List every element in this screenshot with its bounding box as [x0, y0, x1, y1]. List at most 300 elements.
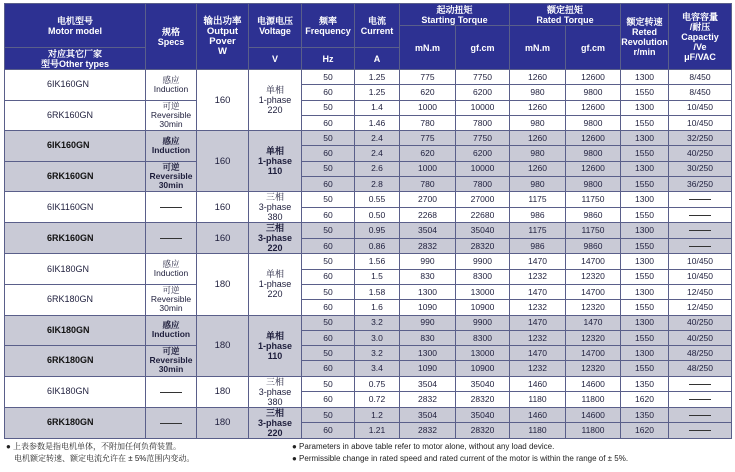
starting-torque-gf-cell: 9900	[456, 254, 510, 269]
starting-torque-gf-cell: 10000	[456, 161, 510, 176]
rated-torque-nm-cell: 1460	[510, 407, 566, 423]
current-cell: 1.58	[355, 284, 400, 299]
speed-cell: 1300	[621, 223, 669, 239]
rated-torque-gf-cell: 14700	[566, 254, 621, 269]
specs-cell: 可逆 Reversible 30min	[146, 100, 197, 131]
header-motor-model-en: Motor model	[48, 25, 102, 36]
dash-mark	[689, 199, 711, 200]
starting-torque-nm-cell: 1300	[400, 346, 456, 361]
header-capacity-text: 电容容量 /耐压 Capactiy /Ve μF/VAC	[681, 11, 719, 62]
header-rated-cn: 额定扭矩	[546, 4, 583, 15]
speed-cell: 1550	[621, 300, 669, 315]
rated-torque-nm-cell: 980	[510, 177, 566, 192]
starting-torque-gf-cell: 8300	[456, 330, 510, 345]
model-cell: 6IK160GN	[5, 131, 146, 162]
current-cell: 1.46	[355, 115, 400, 130]
capacity-cell: 10/450	[669, 269, 732, 284]
current-cell: 2.8	[355, 177, 400, 192]
voltage-cell: 单相 1-phase 110	[249, 315, 302, 376]
voltage-cell: 三相 3-phase 380	[249, 192, 302, 223]
capacity-cell: 10/450	[669, 115, 732, 130]
power-cell: 180	[197, 376, 249, 407]
power-cell: 160	[197, 192, 249, 223]
frequency-cell: 60	[302, 115, 355, 130]
starting-torque-gf-cell: 7800	[456, 177, 510, 192]
current-cell: 0.72	[355, 392, 400, 408]
capacity-cell: 12/450	[669, 284, 732, 299]
rated-torque-nm-cell: 980	[510, 115, 566, 130]
starting-torque-nm-cell: 830	[400, 269, 456, 284]
rated-torque-gf-cell: 11750	[566, 192, 621, 208]
rated-torque-nm-cell: 1470	[510, 346, 566, 361]
starting-torque-nm-cell: 1000	[400, 161, 456, 176]
table-row	[5, 223, 732, 239]
dash-mark	[160, 423, 182, 424]
table-row	[5, 161, 732, 176]
table-row	[5, 192, 732, 208]
capacity-cell: 48/250	[669, 346, 732, 361]
frequency-cell: 60	[302, 269, 355, 284]
capacity-cell: 36/250	[669, 177, 732, 192]
header-motor-model	[5, 4, 146, 48]
rated-torque-nm-cell: 1470	[510, 254, 566, 269]
capacity-cell: 10/450	[669, 100, 732, 115]
starting-torque-gf-cell: 27000	[456, 192, 510, 208]
starting-torque-nm-cell: 620	[400, 146, 456, 161]
specs-cell: 感应 Induction	[146, 315, 197, 346]
starting-torque-nm-cell: 775	[400, 131, 456, 146]
header-unit-start-nm: mN.m	[400, 26, 456, 70]
rated-torque-nm-cell: 1180	[510, 392, 566, 408]
speed-cell: 1550	[621, 361, 669, 376]
rated-torque-nm-cell: 1260	[510, 161, 566, 176]
starting-torque-nm-cell: 1000	[400, 100, 456, 115]
speed-cell: 1300	[621, 346, 669, 361]
starting-torque-nm-cell: 3504	[400, 223, 456, 239]
starting-torque-nm-cell: 990	[400, 315, 456, 330]
table-row	[5, 315, 732, 330]
note-en-1: ● Parameters in above table refer to motor alone, without any load device.	[292, 442, 555, 451]
header-speed-text: 额定转速 Reted Revolution r/min	[621, 16, 668, 57]
current-cell: 2.6	[355, 161, 400, 176]
frequency-cell: 50	[302, 407, 355, 423]
frequency-cell: 50	[302, 100, 355, 115]
model-cell: 6RK180GN	[5, 407, 146, 438]
speed-cell: 1550	[621, 269, 669, 284]
current-cell: 3.0	[355, 330, 400, 345]
speed-cell: 1300	[621, 161, 669, 176]
model-cell: 6RK160GN	[5, 161, 146, 192]
starting-torque-gf-cell: 28320	[456, 392, 510, 408]
starting-torque-nm-cell: 1090	[400, 300, 456, 315]
rated-torque-gf-cell: 14600	[566, 407, 621, 423]
table-row	[5, 407, 732, 423]
starting-torque-nm-cell: 830	[400, 330, 456, 345]
starting-torque-gf-cell: 13000	[456, 346, 510, 361]
capacity-cell	[669, 192, 732, 208]
voltage-cell: 单相 1-phase 110	[249, 131, 302, 192]
capacity-cell	[669, 238, 732, 254]
specs-cell: 感应 Induction	[146, 254, 197, 285]
rated-torque-gf-cell: 9800	[566, 115, 621, 130]
table-row	[5, 346, 732, 361]
rated-torque-nm-cell: 1180	[510, 423, 566, 439]
frequency-cell: 60	[302, 300, 355, 315]
capacity-cell: 48/250	[669, 361, 732, 376]
capacity-cell	[669, 392, 732, 408]
speed-cell: 1550	[621, 177, 669, 192]
current-cell: 3.2	[355, 346, 400, 361]
starting-torque-nm-cell: 990	[400, 254, 456, 269]
starting-torque-gf-cell: 35040	[456, 376, 510, 392]
current-cell: 3.4	[355, 361, 400, 376]
model-cell: 6IK180GN	[5, 254, 146, 285]
frequency-cell: 50	[302, 70, 355, 85]
current-cell: 2.4	[355, 146, 400, 161]
table-row	[5, 100, 732, 115]
starting-torque-gf-cell: 28320	[456, 423, 510, 439]
table-row	[5, 131, 732, 146]
header-unit-rated-nm: mN.m	[510, 26, 566, 70]
rated-torque-nm-cell: 986	[510, 238, 566, 254]
current-cell: 1.21	[355, 423, 400, 439]
header-specs-en: Specs	[157, 36, 185, 47]
starting-torque-nm-cell: 775	[400, 70, 456, 85]
header-starting-torque	[400, 4, 510, 26]
rated-torque-gf-cell: 11800	[566, 423, 621, 439]
speed-cell: 1350	[621, 376, 669, 392]
table-row	[5, 254, 732, 269]
capacity-cell: 32/250	[669, 131, 732, 146]
specs-cell	[146, 223, 197, 254]
rated-torque-gf-cell: 14700	[566, 284, 621, 299]
current-cell: 1.25	[355, 70, 400, 85]
speed-cell: 1300	[621, 284, 669, 299]
speed-cell: 1550	[621, 207, 669, 223]
rated-torque-nm-cell: 1175	[510, 192, 566, 208]
capacity-cell: 40/250	[669, 146, 732, 161]
rated-torque-gf-cell: 12320	[566, 361, 621, 376]
power-cell: 160	[197, 70, 249, 131]
speed-cell: 1550	[621, 330, 669, 345]
starting-torque-gf-cell: 10000	[456, 100, 510, 115]
rated-torque-gf-cell: 1470	[566, 315, 621, 330]
speed-cell: 1550	[621, 85, 669, 100]
notes-english	[292, 441, 628, 465]
current-cell: 0.50	[355, 207, 400, 223]
frequency-cell: 50	[302, 315, 355, 330]
speed-cell: 1620	[621, 423, 669, 439]
header-starting-cn: 起动扭矩	[436, 4, 473, 15]
header-other-types-cn: 对应其它厂家	[47, 48, 102, 59]
rated-torque-gf-cell: 12320	[566, 300, 621, 315]
starting-torque-gf-cell: 35040	[456, 407, 510, 423]
note-cn-1: ● 上表参数是指电机单体，不附加任何负荷装置。	[6, 442, 182, 451]
voltage-cell: 三相 3-phase 380	[249, 376, 302, 407]
rated-torque-nm-cell: 1232	[510, 269, 566, 284]
current-cell: 0.75	[355, 376, 400, 392]
speed-cell: 1550	[621, 238, 669, 254]
current-cell: 0.95	[355, 223, 400, 239]
header-rated-torque	[510, 4, 621, 26]
table-row	[5, 376, 732, 392]
frequency-cell: 60	[302, 238, 355, 254]
rated-torque-gf-cell: 12600	[566, 131, 621, 146]
model-cell: 6RK160GN	[5, 223, 146, 254]
starting-torque-gf-cell: 6200	[456, 146, 510, 161]
speed-cell: 1300	[621, 100, 669, 115]
rated-torque-nm-cell: 1260	[510, 100, 566, 115]
starting-torque-nm-cell: 2832	[400, 238, 456, 254]
header-other-types-en: 型号Other types	[40, 58, 109, 69]
starting-torque-gf-cell: 7750	[456, 131, 510, 146]
header-capacity	[669, 4, 732, 70]
dash-mark	[689, 384, 711, 385]
rated-torque-gf-cell: 12600	[566, 161, 621, 176]
current-cell: 2.4	[355, 131, 400, 146]
rated-torque-gf-cell: 11800	[566, 392, 621, 408]
rated-torque-nm-cell: 1232	[510, 330, 566, 345]
model-cell: 6RK180GN	[5, 284, 146, 315]
header-speed	[621, 4, 669, 70]
rated-torque-gf-cell: 9800	[566, 85, 621, 100]
voltage-cell: 三相 3-phase 220	[249, 407, 302, 438]
header-voltage-en: Voltage	[259, 25, 291, 36]
table-body	[5, 70, 732, 439]
notes-chinese	[6, 441, 194, 465]
dash-mark	[160, 392, 182, 393]
rated-torque-nm-cell: 1260	[510, 70, 566, 85]
header-starting-en: Starting Torque	[421, 14, 488, 25]
rated-torque-gf-cell: 12600	[566, 100, 621, 115]
dash-mark	[689, 230, 711, 231]
rated-torque-gf-cell: 9800	[566, 177, 621, 192]
frequency-cell: 50	[302, 284, 355, 299]
starting-torque-nm-cell: 3504	[400, 407, 456, 423]
header-frequency-unit: Hz	[302, 48, 355, 70]
capacity-cell: 40/250	[669, 315, 732, 330]
specs-cell: 感应 Induction	[146, 70, 197, 101]
voltage-cell: 单相 1-phase 220	[249, 70, 302, 131]
rated-torque-gf-cell: 12600	[566, 70, 621, 85]
dash-mark	[689, 430, 711, 431]
frequency-cell: 60	[302, 207, 355, 223]
table-row	[5, 70, 732, 85]
model-cell: 6RK180GN	[5, 346, 146, 377]
power-cell: 180	[197, 407, 249, 438]
rated-torque-nm-cell: 1232	[510, 300, 566, 315]
voltage-cell: 单相 1-phase 220	[249, 254, 302, 315]
header-specs-cn: 规格	[161, 26, 180, 37]
starting-torque-nm-cell: 2268	[400, 207, 456, 223]
model-cell: 6RK160GN	[5, 100, 146, 131]
starting-torque-gf-cell: 22680	[456, 207, 510, 223]
rated-torque-gf-cell: 9860	[566, 238, 621, 254]
model-cell: 6IK180GN	[5, 315, 146, 346]
current-cell: 1.56	[355, 254, 400, 269]
capacity-cell: 8/450	[669, 85, 732, 100]
power-cell: 160	[197, 223, 249, 254]
frequency-cell: 60	[302, 392, 355, 408]
rated-torque-gf-cell: 9800	[566, 146, 621, 161]
frequency-cell: 60	[302, 330, 355, 345]
frequency-cell: 50	[302, 131, 355, 146]
header-frequency	[302, 4, 355, 48]
frequency-cell: 50	[302, 346, 355, 361]
header-current-cn: 电流	[367, 15, 386, 26]
capacity-cell	[669, 376, 732, 392]
specs-cell: 可逆 Reversible 30min	[146, 161, 197, 192]
rated-torque-gf-cell: 14600	[566, 376, 621, 392]
header-motor-model-cn: 电机型号	[56, 15, 93, 26]
starting-torque-gf-cell: 28320	[456, 238, 510, 254]
header-unit-start-gf: gf.cm	[456, 26, 510, 70]
header-voltage-cn: 电源电压	[256, 15, 293, 26]
frequency-cell: 50	[302, 254, 355, 269]
starting-torque-gf-cell: 9900	[456, 315, 510, 330]
starting-torque-nm-cell: 1300	[400, 284, 456, 299]
note-cn-2: 电机额定转速、额定电流允许在 ± 5%范围内变动。	[14, 454, 195, 463]
header-rated-en: Rated Torque	[536, 14, 594, 25]
starting-torque-gf-cell: 10900	[456, 361, 510, 376]
speed-cell: 1300	[621, 315, 669, 330]
capacity-cell	[669, 207, 732, 223]
starting-torque-gf-cell: 6200	[456, 85, 510, 100]
dash-mark	[160, 238, 182, 239]
header-voltage	[249, 4, 302, 48]
capacity-cell: 8/450	[669, 70, 732, 85]
power-cell: 180	[197, 315, 249, 376]
speed-cell: 1550	[621, 146, 669, 161]
rated-torque-nm-cell: 1460	[510, 376, 566, 392]
starting-torque-nm-cell: 780	[400, 177, 456, 192]
frequency-cell: 50	[302, 376, 355, 392]
model-cell: 6IK180GN	[5, 376, 146, 407]
capacity-cell: 12/450	[669, 300, 732, 315]
note-en-2: ● Permissible change in rated speed and rated current of the motor is within the range of ± 5%.	[292, 454, 629, 463]
table-row	[5, 284, 732, 299]
speed-cell: 1300	[621, 131, 669, 146]
model-cell: 6IK1160GN	[5, 192, 146, 223]
header-power	[197, 4, 249, 70]
rated-torque-nm-cell: 1470	[510, 284, 566, 299]
rated-torque-nm-cell: 1470	[510, 315, 566, 330]
frequency-cell: 60	[302, 361, 355, 376]
header-unit-rated-gf: gf.cm	[566, 26, 621, 70]
power-cell: 180	[197, 254, 249, 315]
header-current-unit: A	[355, 48, 400, 70]
rated-torque-nm-cell: 1232	[510, 361, 566, 376]
frequency-cell: 50	[302, 192, 355, 208]
specs-cell: 感应 Induction	[146, 131, 197, 162]
rated-torque-gf-cell: 14700	[566, 346, 621, 361]
specs-cell	[146, 192, 197, 223]
rated-torque-nm-cell: 1260	[510, 131, 566, 146]
starting-torque-gf-cell: 7750	[456, 70, 510, 85]
specs-cell	[146, 407, 197, 438]
header-other-types	[5, 48, 146, 70]
speed-cell: 1300	[621, 254, 669, 269]
starting-torque-nm-cell: 620	[400, 85, 456, 100]
frequency-cell: 60	[302, 177, 355, 192]
rated-torque-nm-cell: 986	[510, 207, 566, 223]
speed-cell: 1300	[621, 192, 669, 208]
dash-mark	[689, 246, 711, 247]
speed-cell: 1350	[621, 407, 669, 423]
current-cell: 0.55	[355, 192, 400, 208]
starting-torque-nm-cell: 2700	[400, 192, 456, 208]
dash-mark	[689, 415, 711, 416]
header-voltage-unit: V	[249, 48, 302, 70]
starting-torque-gf-cell: 13000	[456, 284, 510, 299]
rated-torque-nm-cell: 980	[510, 85, 566, 100]
frequency-cell: 50	[302, 223, 355, 239]
frequency-cell: 60	[302, 85, 355, 100]
capacity-cell: 30/250	[669, 161, 732, 176]
capacity-cell	[669, 407, 732, 423]
current-cell: 0.86	[355, 238, 400, 254]
starting-torque-nm-cell: 2832	[400, 392, 456, 408]
rated-torque-gf-cell: 11750	[566, 223, 621, 239]
header-current	[355, 4, 400, 48]
frequency-cell: 50	[302, 161, 355, 176]
current-cell: 1.6	[355, 300, 400, 315]
current-cell: 1.25	[355, 85, 400, 100]
header-current-en: Current	[360, 25, 394, 36]
rated-torque-gf-cell: 9860	[566, 207, 621, 223]
current-cell: 1.2	[355, 407, 400, 423]
rated-torque-gf-cell: 12320	[566, 330, 621, 345]
header-frequency-en: Frequency	[305, 25, 351, 36]
capacity-cell: 10/450	[669, 254, 732, 269]
header-frequency-cn: 频率	[318, 15, 337, 26]
speed-cell: 1550	[621, 115, 669, 130]
voltage-cell: 三相 3-phase 220	[249, 223, 302, 254]
header-power-text: 输出功率 Output Pover W	[203, 15, 242, 57]
rated-torque-nm-cell: 980	[510, 146, 566, 161]
starting-torque-nm-cell: 1090	[400, 361, 456, 376]
rated-torque-nm-cell: 1175	[510, 223, 566, 239]
frequency-cell: 60	[302, 423, 355, 439]
specs-cell: 可逆 Reversible 30min	[146, 346, 197, 377]
model-cell: 6IK160GN	[5, 70, 146, 101]
capacity-cell	[669, 423, 732, 439]
starting-torque-nm-cell: 3504	[400, 376, 456, 392]
header-specs	[146, 4, 197, 70]
starting-torque-nm-cell: 780	[400, 115, 456, 130]
dash-mark	[160, 207, 182, 208]
starting-torque-gf-cell: 10900	[456, 300, 510, 315]
current-cell: 1.5	[355, 269, 400, 284]
power-cell: 160	[197, 131, 249, 192]
motor-spec-table	[4, 3, 732, 439]
current-cell: 1.4	[355, 100, 400, 115]
capacity-cell	[669, 223, 732, 239]
specs-cell	[146, 376, 197, 407]
starting-torque-gf-cell: 8300	[456, 269, 510, 284]
current-cell: 3.2	[355, 315, 400, 330]
dash-mark	[689, 215, 711, 216]
rated-torque-gf-cell: 12320	[566, 269, 621, 284]
dash-mark	[689, 399, 711, 400]
starting-torque-gf-cell: 35040	[456, 223, 510, 239]
starting-torque-nm-cell: 2832	[400, 423, 456, 439]
specs-cell: 可逆 Reversible 30min	[146, 284, 197, 315]
speed-cell: 1620	[621, 392, 669, 408]
frequency-cell: 60	[302, 146, 355, 161]
capacity-cell: 40/250	[669, 330, 732, 345]
starting-torque-gf-cell: 7800	[456, 115, 510, 130]
